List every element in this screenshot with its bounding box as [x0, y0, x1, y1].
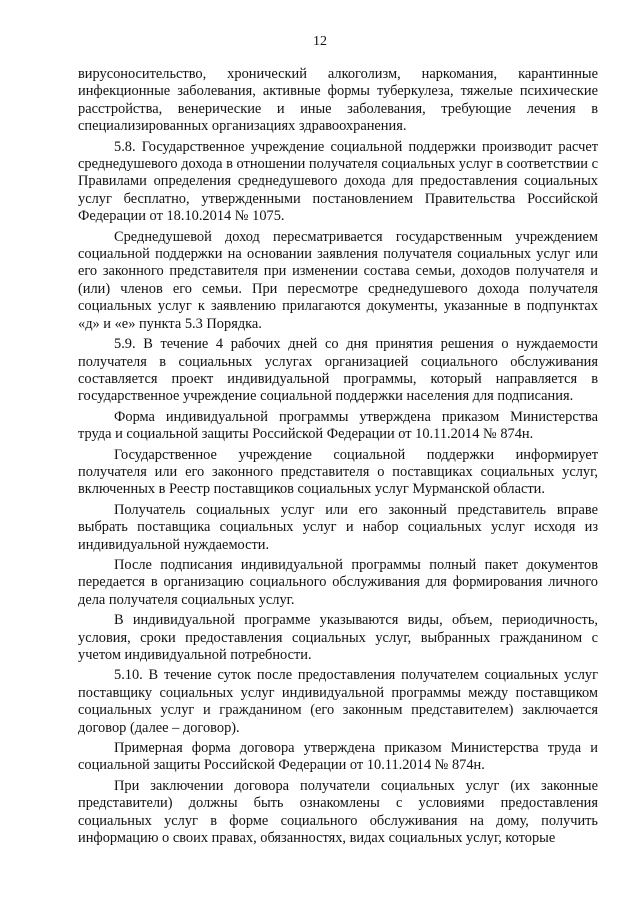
- paragraph-4: 5.9. В течение 4 рабочих дней со дня принятия решения о нуждаемости получателя в социальных услугах организацией социального обслуживания составляется проект индивидуальной программы, который направляется в государственное учреждение социальной поддержки населения для подписания.: [78, 336, 598, 405]
- paragraph-3: Среднедушевой доход пересматривается государственным учреждением социальной поддержки на основании заявления получателя социальных услуг или его законного представителя при изменении состава семьи, доходов получателя и (или) членов его семьи. При пересмотре среднедушевого дохода получателя социальных услуг к заявлению прилагаются документы, указанные в подпунктах «д» и «е» пункта 5.3 Порядка.: [78, 228, 598, 332]
- paragraph-10: 5.10. В течение суток после предоставления получателем социальных услуг поставщику социальных услуг индивидуальной программы между поставщиком социальных услуг и гражданином (его законным представителем) заключается договор (далее – договор).: [78, 667, 598, 736]
- paragraph-2: 5.8. Государственное учреждение социальной поддержки производит расчет среднедушевого дохода в отношении получателя социальных услуг в соответствии с Правилами определения среднедушевого дохода для предоставления социальных услуг бесплатно, утвержденными постановлением Правительства Российской Федерации от 18.10.2014 № 1075.: [78, 138, 598, 225]
- body-text: [78, 66, 598, 850]
- paragraph-9: В индивидуальной программе указываются виды, объем, периодичность, условия, сроки предоставления социальных услуг, выбранных гражданином с учетом индивидуальной потребности.: [78, 612, 598, 663]
- paragraph-7: Получатель социальных услуг или его законный представитель вправе выбрать поставщика социальных услуг и набор социальных услуг исходя из индивидуальной нуждаемости.: [78, 501, 598, 553]
- page-number: 12: [313, 34, 327, 49]
- paragraph-8: После подписания индивидуальной программы полный пакет документов передается в организацию социального обслуживания для формирования личного дела получателя социальных услуг.: [78, 556, 598, 608]
- paragraph-6: Государственное учреждение социальной поддержки информирует получателя или его законного представителя о поставщиках социальных услуг, включенных в Реестр поставщиков социальных услуг Мурманской области.: [78, 446, 598, 498]
- paragraph-1: вирусоносительство, хронический алкоголизм, наркомания, карантинные инфекционные заболевания, активные формы туберкулеза, тяжелые психические расстройства, венерические и иные заболевания, требующие лечения в специализированных организациях здравоохранения.: [78, 66, 598, 135]
- paragraph-12: При заключении договора получатели социальных услуг (их законные представители) должны быть ознакомлены с условиями предоставления социальных услуг в форме социального обслуживания на дому, получить информацию о своих правах, обязанностях, видах социальных услуг, которые: [78, 777, 598, 847]
- paragraph-11: Примерная форма договора утверждена приказом Министерства труда и социальной защиты Российской Федерации от 10.11.2014 № 874н.: [78, 740, 598, 774]
- paragraph-5: Форма индивидуальной программы утверждена приказом Министерства труда и социальной защиты Российской Федерации от 10.11.2014 № 874н.: [78, 408, 598, 443]
